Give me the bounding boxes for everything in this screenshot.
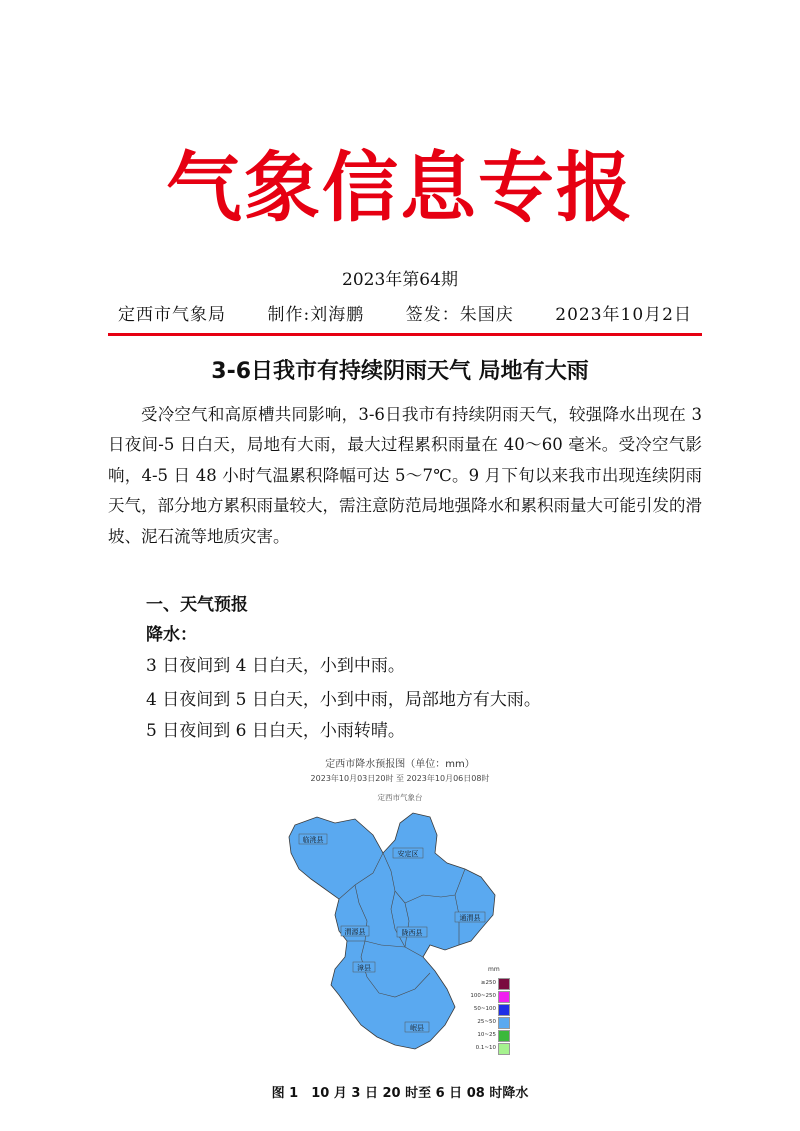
legend-swatch bbox=[498, 1004, 510, 1016]
county-label-longxi: 陇西县 bbox=[401, 929, 423, 937]
publish-date: 2023年10月2日 bbox=[555, 305, 692, 325]
legend-swatch bbox=[498, 1043, 510, 1055]
forecast-line-1: 3 日夜间到 4 日白天，小到中雨。 bbox=[146, 656, 405, 676]
map-title: 定西市降水预报图（单位：mm） bbox=[325, 759, 475, 770]
legend-label: 25~50 bbox=[477, 1019, 496, 1025]
header-divider bbox=[108, 333, 702, 336]
map-time-range: 2023年10月03日20时 至 2023年10月06日08时 bbox=[310, 774, 490, 783]
masthead-title: 气象信息专报 bbox=[166, 143, 634, 232]
signer-name: 签发：朱国庆 bbox=[405, 305, 514, 325]
county-label-anding: 安定区 bbox=[397, 850, 419, 858]
county-label-zhang: 漳县 bbox=[357, 964, 371, 972]
county-label-lintao: 临洮县 bbox=[302, 836, 324, 844]
forecast-line-3: 5 日夜间到 6 日白天，小雨转晴。 bbox=[146, 721, 405, 741]
legend-label: ≥250 bbox=[480, 980, 496, 986]
county-label-weiyuan: 渭源县 bbox=[344, 928, 366, 936]
legend-label: 10~25 bbox=[477, 1032, 496, 1038]
legend-item bbox=[464, 991, 524, 1003]
publication-meta bbox=[118, 300, 692, 325]
body-paragraph: 受冷空气和高原槽共同影响，3-6日我市有持续阴雨天气，较强降水出现在 3 日夜间-5 日白天，局地有大雨，最大过程累积雨量在 40～60 毫米。受冷空气影响，4-5 日 48 小时气温累积降幅可达 5～7℃。9 月下旬以来我市出现连续阴雨天气，部分地方累积雨量较大，需注意防范局地强降水和累积雨量大可能引发的滑坡、泥石流等地质灾害。 bbox=[108, 405, 702, 546]
legend-item bbox=[464, 1030, 524, 1042]
map-org: 定西市气象台 bbox=[377, 793, 423, 802]
legend-label: 50~100 bbox=[473, 1006, 496, 1012]
figure-caption: 图 1 10 月 3 日 20 时至 6 日 08 时降水 bbox=[271, 1086, 529, 1101]
subsection-title-precip: 降水： bbox=[146, 625, 197, 645]
legend-item bbox=[464, 978, 524, 990]
issue-number: 2023年第64期 bbox=[342, 270, 458, 290]
org-name: 定西市气象局 bbox=[118, 305, 226, 325]
county-label-min: 岷县 bbox=[410, 1024, 424, 1032]
legend-unit: mm bbox=[488, 966, 500, 973]
forecast-line-2: 4 日夜间到 5 日白天，小到中雨，局部地方有大雨。 bbox=[146, 690, 541, 710]
legend-swatch bbox=[498, 991, 510, 1003]
legend-item bbox=[464, 1004, 524, 1016]
legend-item bbox=[464, 1043, 524, 1055]
section-title-forecast: 一、天气预报 bbox=[146, 595, 248, 615]
article-body bbox=[108, 400, 702, 552]
article-headline: 3-6日我市有持续阴雨天气 局地有大雨 bbox=[211, 359, 589, 384]
legend-swatch bbox=[498, 1017, 510, 1029]
legend-swatch bbox=[498, 978, 510, 990]
county-label-tongwei: 通渭县 bbox=[459, 914, 481, 922]
legend-label: 0.1~10 bbox=[475, 1045, 496, 1051]
legend-item bbox=[464, 1017, 524, 1029]
legend-swatch bbox=[498, 1030, 510, 1042]
maker-name: 制作:刘海鹏 bbox=[267, 305, 365, 325]
legend-label: 100~250 bbox=[470, 993, 496, 999]
